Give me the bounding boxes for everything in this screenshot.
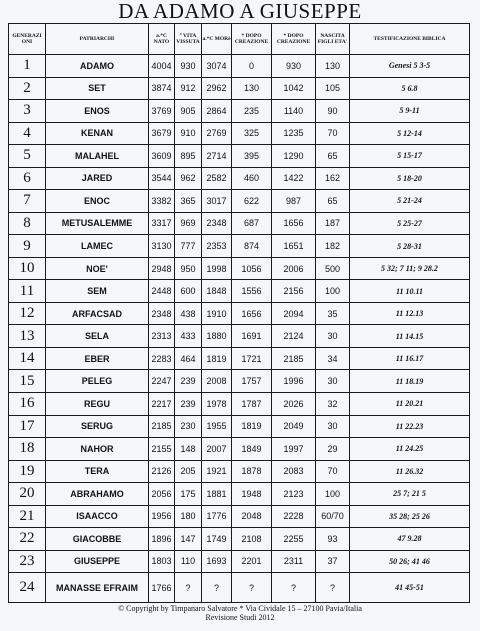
after-creation-birth-cell: 235 bbox=[232, 100, 272, 123]
bible-reference-cell: 5 15-17 bbox=[350, 145, 470, 168]
patriarch-name-cell: SET bbox=[46, 77, 149, 100]
bible-reference-cell: 11 12.13 bbox=[350, 302, 470, 325]
after-creation-birth-cell: 622 bbox=[232, 190, 272, 213]
death-cell: 2348 bbox=[202, 212, 232, 235]
bible-reference-cell: 47 9.28 bbox=[350, 528, 470, 551]
generation-cell: 18 bbox=[9, 438, 46, 461]
after-creation-birth-cell: 460 bbox=[232, 167, 272, 190]
table-row bbox=[9, 257, 470, 280]
table-row bbox=[9, 550, 470, 573]
table-row bbox=[9, 370, 470, 393]
generation-cell: 8 bbox=[9, 212, 46, 235]
death-cell: 3074 bbox=[202, 55, 232, 78]
bible-reference-cell: 11 22.23 bbox=[350, 415, 470, 438]
after-creation-birth-cell: 0 bbox=[232, 55, 272, 78]
patriarch-name-cell: TERA bbox=[46, 460, 149, 483]
generation-cell: 20 bbox=[9, 483, 46, 506]
footer bbox=[0, 604, 480, 622]
after-creation-death-cell: 1235 bbox=[272, 122, 316, 145]
header-testificazione: TESTIFICAZIONE BIBLICA bbox=[350, 24, 470, 55]
child-birth-age-cell: 29 bbox=[316, 438, 350, 461]
table-row bbox=[9, 302, 470, 325]
lifespan-cell: 600 bbox=[175, 280, 202, 303]
death-cell: 1910 bbox=[202, 302, 232, 325]
death-cell: 2962 bbox=[202, 77, 232, 100]
generation-cell: 14 bbox=[9, 347, 46, 370]
after-creation-death-cell: 987 bbox=[272, 190, 316, 213]
born-cell: 4004 bbox=[149, 55, 175, 78]
death-cell: 2769 bbox=[202, 122, 232, 145]
footer-revision: Revisione Studi 2012 bbox=[205, 613, 275, 622]
after-creation-death-cell: 1997 bbox=[272, 438, 316, 461]
bible-reference-cell: 5 6.8 bbox=[350, 77, 470, 100]
generation-cell: 9 bbox=[9, 235, 46, 258]
after-creation-birth-cell: 1757 bbox=[232, 370, 272, 393]
table-row bbox=[9, 528, 470, 551]
after-creation-death-cell: 2156 bbox=[272, 280, 316, 303]
bible-reference-cell: 11 18.19 bbox=[350, 370, 470, 393]
death-cell: 1848 bbox=[202, 280, 232, 303]
death-cell: 1955 bbox=[202, 415, 232, 438]
table-row bbox=[9, 573, 470, 603]
header-nato: a.*C NATO bbox=[149, 24, 175, 55]
patriarch-name-cell: MALAHEL bbox=[46, 145, 149, 168]
lifespan-cell: 175 bbox=[175, 483, 202, 506]
generation-cell: 13 bbox=[9, 325, 46, 348]
after-creation-birth-cell: 395 bbox=[232, 145, 272, 168]
generation-cell: 19 bbox=[9, 460, 46, 483]
patriarch-name-cell: PELEG bbox=[46, 370, 149, 393]
bible-reference-cell: 5 32; 7 11; 9 28.2 bbox=[350, 257, 470, 280]
after-creation-death-cell: 930 bbox=[272, 55, 316, 78]
child-birth-age-cell: 70 bbox=[316, 122, 350, 145]
bible-reference-cell: 41 45-51 bbox=[350, 573, 470, 603]
generation-cell: 17 bbox=[9, 415, 46, 438]
bible-reference-cell: 25 7; 21 5 bbox=[350, 483, 470, 506]
death-cell: 1921 bbox=[202, 460, 232, 483]
child-birth-age-cell: 90 bbox=[316, 100, 350, 123]
table-row bbox=[9, 145, 470, 168]
generation-cell: 4 bbox=[9, 122, 46, 145]
death-cell: 2353 bbox=[202, 235, 232, 258]
bible-reference-cell: 5 21-24 bbox=[350, 190, 470, 213]
table-row bbox=[9, 190, 470, 213]
born-cell: 1896 bbox=[149, 528, 175, 551]
generation-cell: 21 bbox=[9, 505, 46, 528]
header-dopo-creazione-2: * DOPO CREAZIONE bbox=[272, 24, 316, 55]
table-row bbox=[9, 438, 470, 461]
born-cell: 2348 bbox=[149, 302, 175, 325]
after-creation-birth-cell: 130 bbox=[232, 77, 272, 100]
page-title: DA ADAMO A GIUSEPPE bbox=[118, 0, 362, 23]
lifespan-cell: 930 bbox=[175, 55, 202, 78]
header-row bbox=[9, 24, 470, 55]
death-cell: 1998 bbox=[202, 257, 232, 280]
after-creation-death-cell: 2185 bbox=[272, 347, 316, 370]
death-cell: 1776 bbox=[202, 505, 232, 528]
death-cell: 2007 bbox=[202, 438, 232, 461]
after-creation-death-cell: 2049 bbox=[272, 415, 316, 438]
after-creation-death-cell: 2026 bbox=[272, 392, 316, 415]
after-creation-death-cell: 1656 bbox=[272, 212, 316, 235]
genealogy-table bbox=[8, 23, 470, 603]
bible-reference-cell: 5 9-11 bbox=[350, 100, 470, 123]
patriarch-name-cell: SERUG bbox=[46, 415, 149, 438]
lifespan-cell: 910 bbox=[175, 122, 202, 145]
table-row bbox=[9, 235, 470, 258]
born-cell: 2056 bbox=[149, 483, 175, 506]
after-creation-birth-cell: 874 bbox=[232, 235, 272, 258]
death-cell: 2582 bbox=[202, 167, 232, 190]
after-creation-birth-cell: 1056 bbox=[232, 257, 272, 280]
generation-cell: 22 bbox=[9, 528, 46, 551]
bible-reference-cell: 11 20.21 bbox=[350, 392, 470, 415]
born-cell: 1766 bbox=[149, 573, 175, 603]
table-row bbox=[9, 483, 470, 506]
bible-reference-cell: 11 16.17 bbox=[350, 347, 470, 370]
child-birth-age-cell: 162 bbox=[316, 167, 350, 190]
patriarch-name-cell: JARED bbox=[46, 167, 149, 190]
lifespan-cell: 148 bbox=[175, 438, 202, 461]
bible-reference-cell: 11 10.11 bbox=[350, 280, 470, 303]
lifespan-cell: 365 bbox=[175, 190, 202, 213]
after-creation-birth-cell: 687 bbox=[232, 212, 272, 235]
patriarch-name-cell: ADAMO bbox=[46, 55, 149, 78]
death-cell: 1881 bbox=[202, 483, 232, 506]
generation-cell: 24 bbox=[9, 573, 46, 603]
born-cell: 2217 bbox=[149, 392, 175, 415]
patriarch-name-cell: ENOC bbox=[46, 190, 149, 213]
death-cell: 2008 bbox=[202, 370, 232, 393]
lifespan-cell: 895 bbox=[175, 145, 202, 168]
generation-cell: 12 bbox=[9, 302, 46, 325]
table-row bbox=[9, 212, 470, 235]
generation-cell: 10 bbox=[9, 257, 46, 280]
born-cell: 1803 bbox=[149, 550, 175, 573]
death-cell: 1978 bbox=[202, 392, 232, 415]
table-row bbox=[9, 415, 470, 438]
after-creation-death-cell: 1651 bbox=[272, 235, 316, 258]
after-creation-death-cell: 2311 bbox=[272, 550, 316, 573]
after-creation-birth-cell: 1656 bbox=[232, 302, 272, 325]
death-cell: 1693 bbox=[202, 550, 232, 573]
after-creation-death-cell: 2255 bbox=[272, 528, 316, 551]
lifespan-cell: 438 bbox=[175, 302, 202, 325]
patriarch-name-cell: ISAACCO bbox=[46, 505, 149, 528]
child-birth-age-cell: 105 bbox=[316, 77, 350, 100]
born-cell: 3130 bbox=[149, 235, 175, 258]
lifespan-cell: 230 bbox=[175, 415, 202, 438]
after-creation-birth-cell: 1878 bbox=[232, 460, 272, 483]
footer-copyright: © Copyright by Timpanaro Salvatore * Via Cividale 15 – 27100 Pavia/Italia bbox=[118, 604, 362, 613]
table-row bbox=[9, 100, 470, 123]
death-cell: 1880 bbox=[202, 325, 232, 348]
patriarch-name-cell: SEM bbox=[46, 280, 149, 303]
child-birth-age-cell: 130 bbox=[316, 55, 350, 78]
after-creation-death-cell: 1996 bbox=[272, 370, 316, 393]
born-cell: 3769 bbox=[149, 100, 175, 123]
patriarch-name-cell: GIUSEPPE bbox=[46, 550, 149, 573]
bible-reference-cell: 50 26; 41 46 bbox=[350, 550, 470, 573]
generation-cell: 3 bbox=[9, 100, 46, 123]
after-creation-death-cell: 1290 bbox=[272, 145, 316, 168]
table-row bbox=[9, 347, 470, 370]
table-row bbox=[9, 460, 470, 483]
lifespan-cell: 180 bbox=[175, 505, 202, 528]
lifespan-cell: 950 bbox=[175, 257, 202, 280]
patriarch-name-cell: MANASSE EFRAIM bbox=[46, 573, 149, 603]
death-cell: 2714 bbox=[202, 145, 232, 168]
after-creation-birth-cell: 1948 bbox=[232, 483, 272, 506]
child-birth-age-cell: 100 bbox=[316, 280, 350, 303]
born-cell: 3679 bbox=[149, 122, 175, 145]
table-row bbox=[9, 280, 470, 303]
generation-cell: 5 bbox=[9, 145, 46, 168]
after-creation-death-cell: 2083 bbox=[272, 460, 316, 483]
after-creation-death-cell: 1422 bbox=[272, 167, 316, 190]
after-creation-death-cell: 2124 bbox=[272, 325, 316, 348]
patriarch-name-cell: EBER bbox=[46, 347, 149, 370]
child-birth-age-cell: 182 bbox=[316, 235, 350, 258]
child-birth-age-cell: 100 bbox=[316, 483, 350, 506]
child-birth-age-cell: 70 bbox=[316, 460, 350, 483]
generation-cell: 2 bbox=[9, 77, 46, 100]
patriarch-name-cell: REGU bbox=[46, 392, 149, 415]
header-vita: ° VITA VISSUTA bbox=[175, 24, 202, 55]
after-creation-birth-cell: 1849 bbox=[232, 438, 272, 461]
child-birth-age-cell: 32 bbox=[316, 392, 350, 415]
generation-cell: 16 bbox=[9, 392, 46, 415]
born-cell: 3544 bbox=[149, 167, 175, 190]
table-row bbox=[9, 325, 470, 348]
patriarch-name-cell: NAHOR bbox=[46, 438, 149, 461]
after-creation-birth-cell: 2201 bbox=[232, 550, 272, 573]
death-cell: ? bbox=[202, 573, 232, 603]
death-cell: 2864 bbox=[202, 100, 232, 123]
generation-cell: 23 bbox=[9, 550, 46, 573]
child-birth-age-cell: 30 bbox=[316, 415, 350, 438]
lifespan-cell: 912 bbox=[175, 77, 202, 100]
after-creation-birth-cell: 2108 bbox=[232, 528, 272, 551]
after-creation-birth-cell: 325 bbox=[232, 122, 272, 145]
child-birth-age-cell: 93 bbox=[316, 528, 350, 551]
after-creation-birth-cell: 1787 bbox=[232, 392, 272, 415]
child-birth-age-cell: 30 bbox=[316, 325, 350, 348]
lifespan-cell: 433 bbox=[175, 325, 202, 348]
death-cell: 1749 bbox=[202, 528, 232, 551]
header-generazioni: GENERAZI ONI bbox=[9, 24, 46, 55]
table-row bbox=[9, 122, 470, 145]
lifespan-cell: 110 bbox=[175, 550, 202, 573]
patriarch-name-cell: SELA bbox=[46, 325, 149, 348]
bible-reference-cell: 35 28; 25 26 bbox=[350, 505, 470, 528]
patriarch-name-cell: METUSALEMME bbox=[46, 212, 149, 235]
generation-cell: 15 bbox=[9, 370, 46, 393]
after-creation-death-cell: 1042 bbox=[272, 77, 316, 100]
child-birth-age-cell: 34 bbox=[316, 347, 350, 370]
after-creation-birth-cell: 2048 bbox=[232, 505, 272, 528]
after-creation-death-cell: 2228 bbox=[272, 505, 316, 528]
generation-cell: 6 bbox=[9, 167, 46, 190]
child-birth-age-cell: 500 bbox=[316, 257, 350, 280]
born-cell: 2247 bbox=[149, 370, 175, 393]
table-row bbox=[9, 167, 470, 190]
lifespan-cell: 969 bbox=[175, 212, 202, 235]
bible-reference-cell: 11 24.25 bbox=[350, 438, 470, 461]
after-creation-death-cell: 2094 bbox=[272, 302, 316, 325]
header-morte: a.*C MORè bbox=[202, 24, 232, 55]
child-birth-age-cell: 187 bbox=[316, 212, 350, 235]
born-cell: 2448 bbox=[149, 280, 175, 303]
child-birth-age-cell: 30 bbox=[316, 370, 350, 393]
lifespan-cell: 905 bbox=[175, 100, 202, 123]
after-creation-birth-cell: 1721 bbox=[232, 347, 272, 370]
child-birth-age-cell: 65 bbox=[316, 190, 350, 213]
after-creation-death-cell: ? bbox=[272, 573, 316, 603]
after-creation-birth-cell: ? bbox=[232, 573, 272, 603]
born-cell: 2155 bbox=[149, 438, 175, 461]
patriarch-name-cell: ENOS bbox=[46, 100, 149, 123]
bible-reference-cell: 5 12-14 bbox=[350, 122, 470, 145]
child-birth-age-cell: 37 bbox=[316, 550, 350, 573]
child-birth-age-cell: 65 bbox=[316, 145, 350, 168]
after-creation-birth-cell: 1819 bbox=[232, 415, 272, 438]
table-row bbox=[9, 55, 470, 78]
born-cell: 2948 bbox=[149, 257, 175, 280]
generation-cell: 7 bbox=[9, 190, 46, 213]
lifespan-cell: 464 bbox=[175, 347, 202, 370]
after-creation-death-cell: 1140 bbox=[272, 100, 316, 123]
patriarch-name-cell: NOE' bbox=[46, 257, 149, 280]
lifespan-cell: ? bbox=[175, 573, 202, 603]
patriarch-name-cell: GIACOBBE bbox=[46, 528, 149, 551]
header-nascita-figli: NASCITA FIGLI ETA' bbox=[316, 24, 350, 55]
death-cell: 3017 bbox=[202, 190, 232, 213]
after-creation-death-cell: 2123 bbox=[272, 483, 316, 506]
bible-reference-cell: Genesi 5 3-5 bbox=[350, 55, 470, 78]
header-patriarchi: PATRIARCHI bbox=[46, 24, 149, 55]
child-birth-age-cell: 35 bbox=[316, 302, 350, 325]
generation-cell: 11 bbox=[9, 280, 46, 303]
generation-cell: 1 bbox=[9, 55, 46, 78]
lifespan-cell: 777 bbox=[175, 235, 202, 258]
bible-reference-cell: 5 28-31 bbox=[350, 235, 470, 258]
child-birth-age-cell: ? bbox=[316, 573, 350, 603]
born-cell: 2283 bbox=[149, 347, 175, 370]
born-cell: 2313 bbox=[149, 325, 175, 348]
lifespan-cell: 147 bbox=[175, 528, 202, 551]
lifespan-cell: 239 bbox=[175, 392, 202, 415]
after-creation-birth-cell: 1691 bbox=[232, 325, 272, 348]
table-row bbox=[9, 77, 470, 100]
bible-reference-cell: 5 25-27 bbox=[350, 212, 470, 235]
born-cell: 3317 bbox=[149, 212, 175, 235]
after-creation-birth-cell: 1556 bbox=[232, 280, 272, 303]
lifespan-cell: 962 bbox=[175, 167, 202, 190]
patriarch-name-cell: ABRAHAMO bbox=[46, 483, 149, 506]
born-cell: 2185 bbox=[149, 415, 175, 438]
patriarch-name-cell: LAMEC bbox=[46, 235, 149, 258]
patriarch-name-cell: ARFACSAD bbox=[46, 302, 149, 325]
born-cell: 2126 bbox=[149, 460, 175, 483]
born-cell: 3874 bbox=[149, 77, 175, 100]
after-creation-death-cell: 2006 bbox=[272, 257, 316, 280]
header-dopo-creazione-1: * DOPO CREAZIONE bbox=[232, 24, 272, 55]
born-cell: 3382 bbox=[149, 190, 175, 213]
table-row bbox=[9, 505, 470, 528]
table-row bbox=[9, 392, 470, 415]
bible-reference-cell: 11 14.15 bbox=[350, 325, 470, 348]
born-cell: 1956 bbox=[149, 505, 175, 528]
bible-reference-cell: 5 18-20 bbox=[350, 167, 470, 190]
patriarch-name-cell: KENAN bbox=[46, 122, 149, 145]
death-cell: 1819 bbox=[202, 347, 232, 370]
child-birth-age-cell: 60/70 bbox=[316, 505, 350, 528]
lifespan-cell: 239 bbox=[175, 370, 202, 393]
lifespan-cell: 205 bbox=[175, 460, 202, 483]
born-cell: 3609 bbox=[149, 145, 175, 168]
bible-reference-cell: 11 26.32 bbox=[350, 460, 470, 483]
